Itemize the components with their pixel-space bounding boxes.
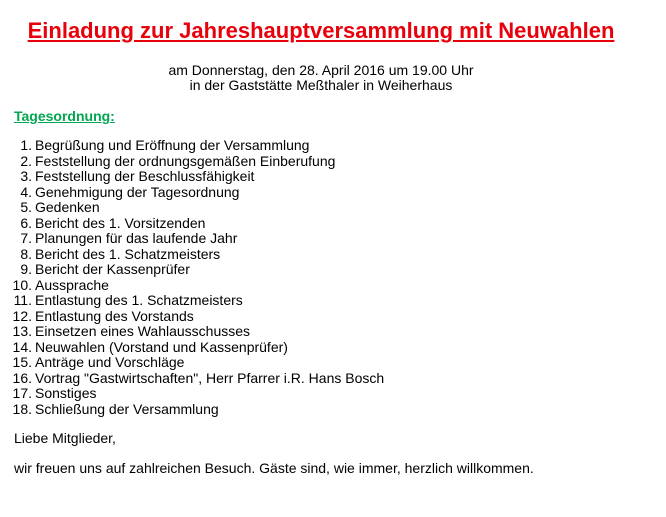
agenda-item <box>0 216 384 232</box>
agenda-item-number: 8. <box>20 245 32 262</box>
agenda-item-text: Feststellung der ordnungsgemäßen Einberufung <box>35 152 336 169</box>
agenda-item <box>0 309 384 325</box>
agenda-item-text: Sonstiges <box>35 385 97 401</box>
agenda-item-number: 15. <box>12 354 32 370</box>
agenda-item-text: Schließung der Versammlung <box>35 400 219 417</box>
date-line: am Donnerstag, den 28. April 2016 um 19.00 Uhr <box>168 62 474 78</box>
agenda-item-number: 10. <box>12 276 32 293</box>
agenda-heading: Tagesordnung: <box>14 108 115 124</box>
agenda-item-number: 7. <box>20 230 32 246</box>
document-title: Einladung zur Jahreshauptversammlung mit Neuwahlen <box>27 18 615 43</box>
agenda-item-number: 18. <box>12 400 32 417</box>
agenda-item <box>0 138 384 154</box>
agenda-item <box>0 154 384 170</box>
agenda-item-number: 4. <box>20 183 32 200</box>
agenda-item-text: Genehmigung der Tagesordnung <box>35 183 240 200</box>
agenda-item-text: Bericht der Kassenprüfer <box>35 261 190 277</box>
agenda-item <box>0 324 384 340</box>
agenda-item <box>0 278 384 294</box>
agenda-item <box>0 355 384 371</box>
agenda-item-number: 5. <box>20 199 32 215</box>
agenda-list <box>0 138 384 417</box>
agenda-item-text: Bericht des 1. Schatzmeisters <box>35 245 221 262</box>
greeting: Liebe Mitglieder, <box>14 430 116 446</box>
agenda-item <box>0 371 384 387</box>
agenda-item <box>0 247 384 263</box>
agenda-item <box>0 402 384 418</box>
agenda-item-number: 2. <box>20 152 32 169</box>
agenda-item-number: 14. <box>12 338 32 355</box>
agenda-item-number: 1. <box>20 137 32 153</box>
agenda-item-text: Anträge und Vorschläge <box>35 354 185 370</box>
agenda-item-text: Entlastung des Vorstands <box>35 307 194 324</box>
agenda-item <box>0 185 384 201</box>
agenda-item <box>0 200 384 216</box>
agenda-item-text: Vortrag "Gastwirtschaften", Herr Pfarrer i.R. Hans Bosch <box>35 369 385 386</box>
closing-text: wir freuen uns auf zahlreichen Besuch. Gäste sind, wie immer, herzlich willkommen. <box>14 460 534 476</box>
agenda-item <box>0 231 384 247</box>
agenda-item-number: 11. <box>13 292 32 308</box>
agenda-item <box>0 293 384 309</box>
agenda-item-number: 3. <box>20 168 32 184</box>
agenda-item-number: 6. <box>20 214 32 231</box>
agenda-item-text: Neuwahlen (Vorstand und Kassenprüfer) <box>35 338 288 355</box>
agenda-item-text: Aussprache <box>35 276 109 293</box>
agenda-item <box>0 169 384 185</box>
agenda-item <box>0 262 384 278</box>
agenda-item-text: Feststellung der Beschlussfähigkeit <box>35 168 255 184</box>
agenda-item-text: Bericht des 1. Vorsitzenden <box>35 214 206 231</box>
agenda-item-text: Planungen für das laufende Jahr <box>35 230 238 246</box>
location-line: in der Gaststätte Meßthaler in Weiherhaus <box>189 77 453 93</box>
agenda-item <box>0 386 384 402</box>
agenda-item-number: 17. <box>12 385 32 401</box>
agenda-item-number: 9. <box>20 261 32 277</box>
agenda-item <box>0 340 384 356</box>
agenda-item-number: 13. <box>12 323 32 339</box>
agenda-item-text: Begrüßung und Eröffnung der Versammlung <box>35 137 310 153</box>
agenda-item-number: 16. <box>12 369 32 386</box>
agenda-item-number: 12. <box>12 307 32 324</box>
agenda-item-text: Gedenken <box>35 199 100 215</box>
agenda-item-text: Einsetzen eines Wahlausschusses <box>35 323 251 339</box>
agenda-item-text: Entlastung des 1. Schatzmeisters <box>35 292 243 308</box>
